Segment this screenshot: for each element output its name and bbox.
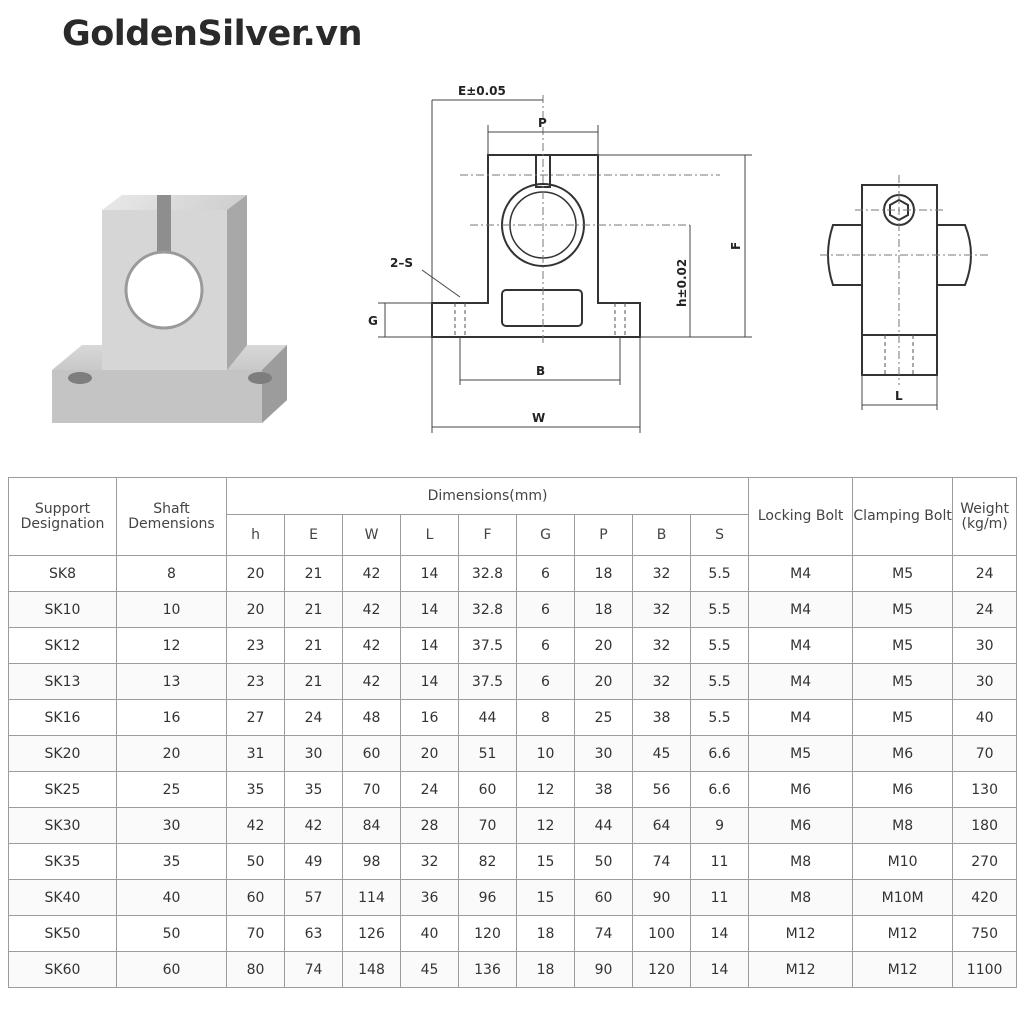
cell-g: 15 xyxy=(517,844,575,880)
cell-h: 60 xyxy=(227,880,285,916)
cell-p: 90 xyxy=(575,952,633,988)
cell-h: 23 xyxy=(227,664,285,700)
cell-g: 18 xyxy=(517,952,575,988)
dim-g-label: G xyxy=(368,314,378,328)
table-row xyxy=(9,556,1017,592)
cell-locking-bolt: M12 xyxy=(749,916,853,952)
table-row xyxy=(9,880,1017,916)
cell-shaft: 25 xyxy=(117,772,227,808)
cell-b: 32 xyxy=(633,664,691,700)
cell-f: 37.5 xyxy=(459,664,517,700)
cell-b: 56 xyxy=(633,772,691,808)
side-view-drawing xyxy=(815,170,995,415)
cell-h: 20 xyxy=(227,556,285,592)
cell-locking-bolt: M8 xyxy=(749,844,853,880)
cell-s: 6.6 xyxy=(691,736,749,772)
cell-weight: 180 xyxy=(953,808,1017,844)
cell-b: 32 xyxy=(633,628,691,664)
cell-locking-bolt: M4 xyxy=(749,592,853,628)
table-row xyxy=(9,700,1017,736)
cell-s: 14 xyxy=(691,952,749,988)
cell-l: 14 xyxy=(401,556,459,592)
cell-w: 42 xyxy=(343,628,401,664)
table-row xyxy=(9,736,1017,772)
cell-weight: 130 xyxy=(953,772,1017,808)
header-locking-bolt: Locking Bolt xyxy=(749,478,853,556)
cell-w: 48 xyxy=(343,700,401,736)
cell-p: 50 xyxy=(575,844,633,880)
cell-p: 25 xyxy=(575,700,633,736)
cell-locking-bolt: M12 xyxy=(749,952,853,988)
cell-g: 6 xyxy=(517,556,575,592)
cell-designation: SK50 xyxy=(9,916,117,952)
header-dim-e: E xyxy=(285,515,343,556)
header-dim-s: S xyxy=(691,515,749,556)
dim-h-label: h±0.02 xyxy=(675,258,689,307)
cell-designation: SK13 xyxy=(9,664,117,700)
header-clamping-bolt: Clamping Bolt xyxy=(853,478,953,556)
cell-designation: SK25 xyxy=(9,772,117,808)
cell-shaft: 35 xyxy=(117,844,227,880)
cell-shaft: 40 xyxy=(117,880,227,916)
dim-e-label: E±0.05 xyxy=(458,84,506,98)
cell-s: 5.5 xyxy=(691,664,749,700)
spec-table-body xyxy=(9,556,1017,988)
brand-logo-text: GoldenSilver.vn xyxy=(62,14,363,54)
table-row xyxy=(9,772,1017,808)
table-row xyxy=(9,844,1017,880)
cell-s: 5.5 xyxy=(691,628,749,664)
dim-w-label: W xyxy=(532,411,546,425)
cell-clamping-bolt: M12 xyxy=(853,952,953,988)
cell-w: 70 xyxy=(343,772,401,808)
cell-designation: SK40 xyxy=(9,880,117,916)
cell-p: 18 xyxy=(575,592,633,628)
cell-b: 64 xyxy=(633,808,691,844)
cell-h: 27 xyxy=(227,700,285,736)
cell-weight: 24 xyxy=(953,556,1017,592)
cell-w: 42 xyxy=(343,592,401,628)
cell-b: 100 xyxy=(633,916,691,952)
cell-shaft: 10 xyxy=(117,592,227,628)
cell-shaft: 60 xyxy=(117,952,227,988)
cell-h: 35 xyxy=(227,772,285,808)
table-row xyxy=(9,664,1017,700)
cell-l: 45 xyxy=(401,952,459,988)
cell-e: 21 xyxy=(285,592,343,628)
cell-locking-bolt: M4 xyxy=(749,556,853,592)
cell-s: 9 xyxy=(691,808,749,844)
cell-e: 21 xyxy=(285,628,343,664)
cell-g: 6 xyxy=(517,592,575,628)
dim-s-label: 2–S xyxy=(390,256,413,270)
cell-h: 70 xyxy=(227,916,285,952)
cell-l: 20 xyxy=(401,736,459,772)
cell-weight: 24 xyxy=(953,592,1017,628)
header-dim-l: L xyxy=(401,515,459,556)
cell-l: 16 xyxy=(401,700,459,736)
cell-p: 74 xyxy=(575,916,633,952)
cell-shaft: 20 xyxy=(117,736,227,772)
cell-b: 45 xyxy=(633,736,691,772)
cell-s: 6.6 xyxy=(691,772,749,808)
cell-s: 14 xyxy=(691,916,749,952)
header-dim-h: h xyxy=(227,515,285,556)
cell-l: 14 xyxy=(401,628,459,664)
cell-clamping-bolt: M5 xyxy=(853,664,953,700)
cell-e: 24 xyxy=(285,700,343,736)
cell-l: 32 xyxy=(401,844,459,880)
cell-locking-bolt: M6 xyxy=(749,808,853,844)
cell-f: 70 xyxy=(459,808,517,844)
cell-w: 114 xyxy=(343,880,401,916)
table-row xyxy=(9,592,1017,628)
cell-weight: 420 xyxy=(953,880,1017,916)
header-shaft-dimensions: Shaft Demensions xyxy=(117,478,227,556)
cell-clamping-bolt: M6 xyxy=(853,736,953,772)
cell-b: 74 xyxy=(633,844,691,880)
cell-weight: 30 xyxy=(953,664,1017,700)
table-row xyxy=(9,628,1017,664)
cell-p: 20 xyxy=(575,664,633,700)
header-dim-p: P xyxy=(575,515,633,556)
cell-h: 80 xyxy=(227,952,285,988)
table-row xyxy=(9,808,1017,844)
cell-p: 20 xyxy=(575,628,633,664)
cell-g: 10 xyxy=(517,736,575,772)
cell-f: 32.8 xyxy=(459,556,517,592)
cell-s: 5.5 xyxy=(691,556,749,592)
cell-designation: SK60 xyxy=(9,952,117,988)
cell-g: 15 xyxy=(517,880,575,916)
cell-weight: 40 xyxy=(953,700,1017,736)
header-dim-f: F xyxy=(459,515,517,556)
header-dim-w: W xyxy=(343,515,401,556)
cell-designation: SK10 xyxy=(9,592,117,628)
cell-weight: 270 xyxy=(953,844,1017,880)
cell-shaft: 12 xyxy=(117,628,227,664)
cell-shaft: 50 xyxy=(117,916,227,952)
cell-weight: 70 xyxy=(953,736,1017,772)
cell-l: 14 xyxy=(401,664,459,700)
cell-shaft: 8 xyxy=(117,556,227,592)
cell-s: 11 xyxy=(691,880,749,916)
table-row xyxy=(9,916,1017,952)
cell-shaft: 16 xyxy=(117,700,227,736)
cell-p: 60 xyxy=(575,880,633,916)
cell-l: 36 xyxy=(401,880,459,916)
cell-g: 6 xyxy=(517,628,575,664)
cell-clamping-bolt: M5 xyxy=(853,700,953,736)
cell-e: 74 xyxy=(285,952,343,988)
cell-s: 11 xyxy=(691,844,749,880)
front-view-drawing xyxy=(360,75,780,445)
cell-f: 44 xyxy=(459,700,517,736)
cell-b: 120 xyxy=(633,952,691,988)
table-row xyxy=(9,952,1017,988)
cell-clamping-bolt: M6 xyxy=(853,772,953,808)
cell-h: 42 xyxy=(227,808,285,844)
cell-locking-bolt: M4 xyxy=(749,628,853,664)
spec-table xyxy=(8,477,1017,988)
cell-designation: SK8 xyxy=(9,556,117,592)
cell-f: 136 xyxy=(459,952,517,988)
cell-locking-bolt: M8 xyxy=(749,880,853,916)
cell-s: 5.5 xyxy=(691,592,749,628)
cell-f: 82 xyxy=(459,844,517,880)
cell-clamping-bolt: M10M xyxy=(853,880,953,916)
cell-locking-bolt: M6 xyxy=(749,772,853,808)
cell-g: 6 xyxy=(517,664,575,700)
cell-f: 96 xyxy=(459,880,517,916)
cell-e: 30 xyxy=(285,736,343,772)
cell-l: 40 xyxy=(401,916,459,952)
cell-e: 63 xyxy=(285,916,343,952)
dim-f-label: F xyxy=(729,241,743,250)
cell-b: 32 xyxy=(633,556,691,592)
cell-f: 32.8 xyxy=(459,592,517,628)
cell-e: 57 xyxy=(285,880,343,916)
cell-designation: SK30 xyxy=(9,808,117,844)
cell-clamping-bolt: M5 xyxy=(853,628,953,664)
cell-g: 12 xyxy=(517,808,575,844)
cell-clamping-bolt: M5 xyxy=(853,556,953,592)
header-weight: Weight (kg/m) xyxy=(953,478,1017,556)
cell-w: 42 xyxy=(343,664,401,700)
cell-weight: 30 xyxy=(953,628,1017,664)
cell-e: 21 xyxy=(285,556,343,592)
header-dim-g: G xyxy=(517,515,575,556)
cell-p: 38 xyxy=(575,772,633,808)
cell-designation: SK20 xyxy=(9,736,117,772)
cell-clamping-bolt: M5 xyxy=(853,592,953,628)
cell-b: 90 xyxy=(633,880,691,916)
cell-l: 28 xyxy=(401,808,459,844)
cell-locking-bolt: M4 xyxy=(749,664,853,700)
cell-f: 51 xyxy=(459,736,517,772)
cell-designation: SK35 xyxy=(9,844,117,880)
cell-s: 5.5 xyxy=(691,700,749,736)
cell-f: 37.5 xyxy=(459,628,517,664)
cell-w: 148 xyxy=(343,952,401,988)
cell-designation: SK16 xyxy=(9,700,117,736)
cell-w: 98 xyxy=(343,844,401,880)
cell-l: 24 xyxy=(401,772,459,808)
cell-designation: SK12 xyxy=(9,628,117,664)
cell-weight: 750 xyxy=(953,916,1017,952)
cell-h: 31 xyxy=(227,736,285,772)
cell-l: 14 xyxy=(401,592,459,628)
product-photo xyxy=(42,185,302,435)
cell-g: 18 xyxy=(517,916,575,952)
cell-clamping-bolt: M12 xyxy=(853,916,953,952)
cell-b: 38 xyxy=(633,700,691,736)
cell-e: 35 xyxy=(285,772,343,808)
cell-w: 42 xyxy=(343,556,401,592)
header-support-designation: Support Designation xyxy=(9,478,117,556)
cell-h: 23 xyxy=(227,628,285,664)
cell-locking-bolt: M5 xyxy=(749,736,853,772)
cell-h: 50 xyxy=(227,844,285,880)
cell-shaft: 13 xyxy=(117,664,227,700)
header-dim-b: B xyxy=(633,515,691,556)
cell-e: 21 xyxy=(285,664,343,700)
cell-clamping-bolt: M10 xyxy=(853,844,953,880)
dim-l-label: L xyxy=(895,389,903,403)
cell-weight: 1100 xyxy=(953,952,1017,988)
cell-h: 20 xyxy=(227,592,285,628)
cell-clamping-bolt: M8 xyxy=(853,808,953,844)
cell-g: 8 xyxy=(517,700,575,736)
cell-e: 42 xyxy=(285,808,343,844)
cell-f: 120 xyxy=(459,916,517,952)
cell-w: 126 xyxy=(343,916,401,952)
dim-b-label: B xyxy=(536,364,546,378)
cell-b: 32 xyxy=(633,592,691,628)
header-row-1 xyxy=(9,478,1017,515)
cell-f: 60 xyxy=(459,772,517,808)
cell-p: 30 xyxy=(575,736,633,772)
cell-locking-bolt: M4 xyxy=(749,700,853,736)
cell-w: 84 xyxy=(343,808,401,844)
cell-p: 44 xyxy=(575,808,633,844)
header-dimensions: Dimensions(mm) xyxy=(227,478,749,515)
cell-p: 18 xyxy=(575,556,633,592)
cell-w: 60 xyxy=(343,736,401,772)
cell-shaft: 30 xyxy=(117,808,227,844)
dim-p-label: P xyxy=(538,116,547,130)
cell-e: 49 xyxy=(285,844,343,880)
cell-g: 12 xyxy=(517,772,575,808)
